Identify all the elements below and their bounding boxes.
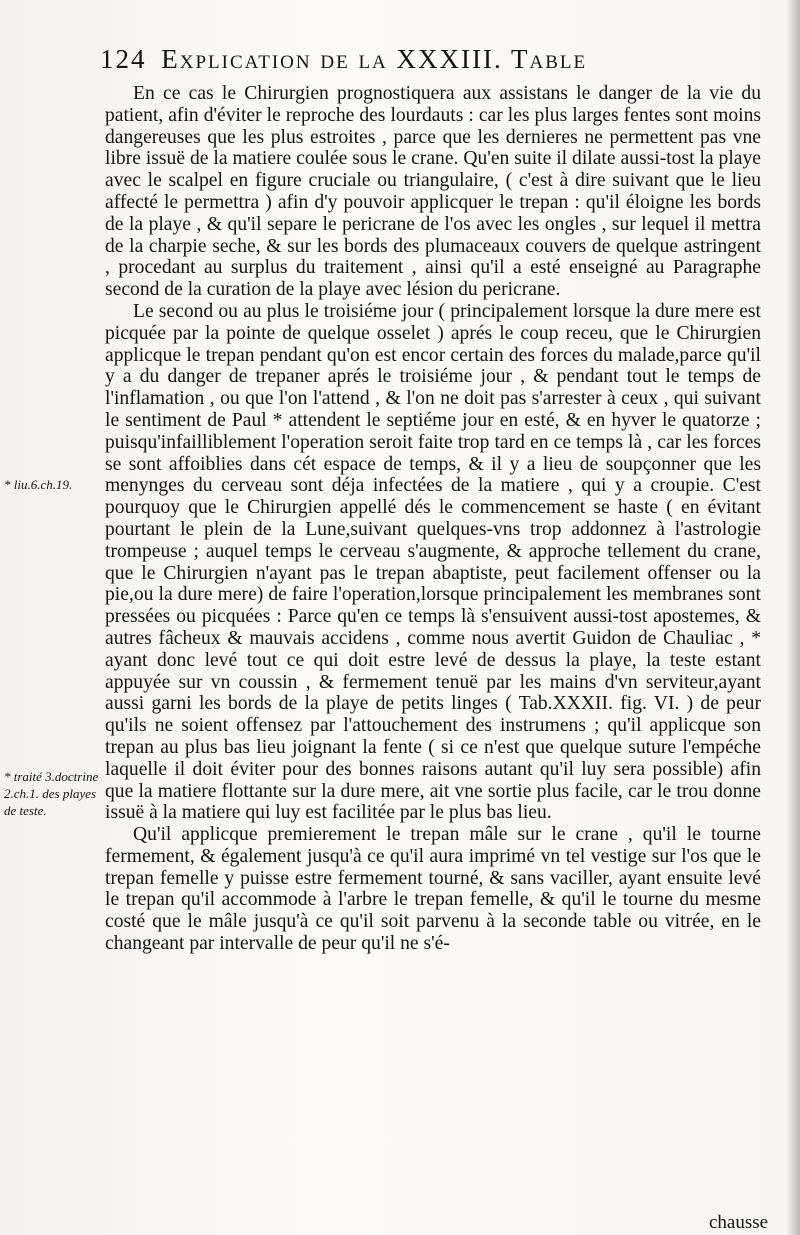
running-title: Explication de la XXXIII. Table	[161, 44, 588, 74]
paragraph: Le second ou au plus le troisiéme jour ( principalement lorsque la dure mere est picquée par la pointe de quelque osselet ) aprés le coup receu, que le Chirurgien applicque le trepan pendant qu'on est encor certain des forces du malade,parce qu'il y a du danger de trepaner aprés le troisiéme jour , & pendant tout le temps de l'inflamation , ou que l'on l'attend , & l'on ne doit pas s'arrester à ceux , qui suivant le sentiment de Paul * attendent le septiéme jour en esté, & en hyver le quatorze ; puisqu'infailliblement l'operation seroit faite trop tard en ce temps là , car les forces se sont affoiblies dans cét espace de temps, & il y a lieu de soupçonner que les menynges du cerveau sont déja infectées de la matiere , qui y a croupie. C'est pourquoy que le Chirurgien appellé dés le commencement se haste ( en évitant pourtant le plein de la Lune,suivant quelques-vns trop addonnez à l'astrologie trompeuse ; auquel temps le cerveau s'augmente, & approche tellement du crane, que le Chirurgien n'ayant pas le trepan abaptiste, peut facilement offenser ou la pie,ou la dure mere) de faire l'operation,lorsque principalement les membranes sont pressées ou picquées : Parce qu'en ce temps là s'ensuivent aussi-tost apostemes, & autres fâcheux & mauvais accidens , comme nous avertit Guidon de Chauliac , * ayant donc levé tout ce qui doit estre levé de dessus la playe, la teste estant appuyée sur vn coussin , & fermement tenuë par les mains d'vn serviteur,ayant aussi garni les bords de la playe de petits linges ( Tab.XXXII. fig. VI. ) de peur qu'ils ne soient offensez par l'attouchement des instrumens ; qu'il applicque son trepan au plus bas lieu joignant la fente ( si ce n'est que quelque suture l'empéche laquelle il doit éviter pour des bonnes raisons autant qu'il luy sera possible) afin que la matiere flottante sur la dure mere, ait vne sortie plus facile, car le trou donne issuë à la matiere qui luy est facilitée par le plus bas lieu.	[105, 300, 761, 824]
paragraph: En ce cas le Chirurgien prognostiquera aux assistans le danger de la vie du patient, afin d'éviter le reproche des lourdauts : car les plus larges fentes sont moins dangereuses que les plus estroites , parce que les dernieres ne permettent pas vne libre issuë de la matiere coulée sous le crane. Qu'en suite il dilate aussi-tost la playe avec le scalpel en figure cruciale ou triangulaire, ( c'est à dire suivant que le lieu affecté le permettra ) afin d'y pouvoir applicquer le trepan : qu'il éloigne les bords de la playe , & qu'il separe le pericrane de l'os avec les ongles , sur lequel il mettra de la charpie seche, & sur les bords des plumaceaux couvers de quelque astringent , procedant au surplus du traitement , ainsi qu'il a esté enseigné au Paragraphe second de la curation de la playe avec lésion du pericrane.	[105, 83, 761, 301]
page-number: 124	[100, 44, 147, 74]
running-header	[100, 44, 800, 75]
margin-note: * traité 3.doctrine 2.ch.1. des playes de teste.	[4, 769, 99, 818]
paragraph: Qu'il applicque premierement le trepan mâle sur le crane , qu'il le tourne fermement, & également jusqu'à ce qu'il aura imprimé vn tel vestige sur l'os que le trepan femelle y puisse estre fermement tourné, & sans vaciller, ayant ensuite levé le trepan qu'il accommode à l'arbre le trepan femelle, & qu'il le tourne du mesme costé que le mâle jusqu'à ce qu'il soit parvenu à la seconde table ou vitrée, en le changeant par intervalle de peur qu'il ne s'é-	[105, 824, 761, 955]
margin-note: * liu.6.ch.19.	[4, 477, 73, 492]
catchword: chausse	[709, 1212, 769, 1233]
main-text	[105, 83, 761, 955]
page-edge-shadow	[786, 0, 800, 1235]
